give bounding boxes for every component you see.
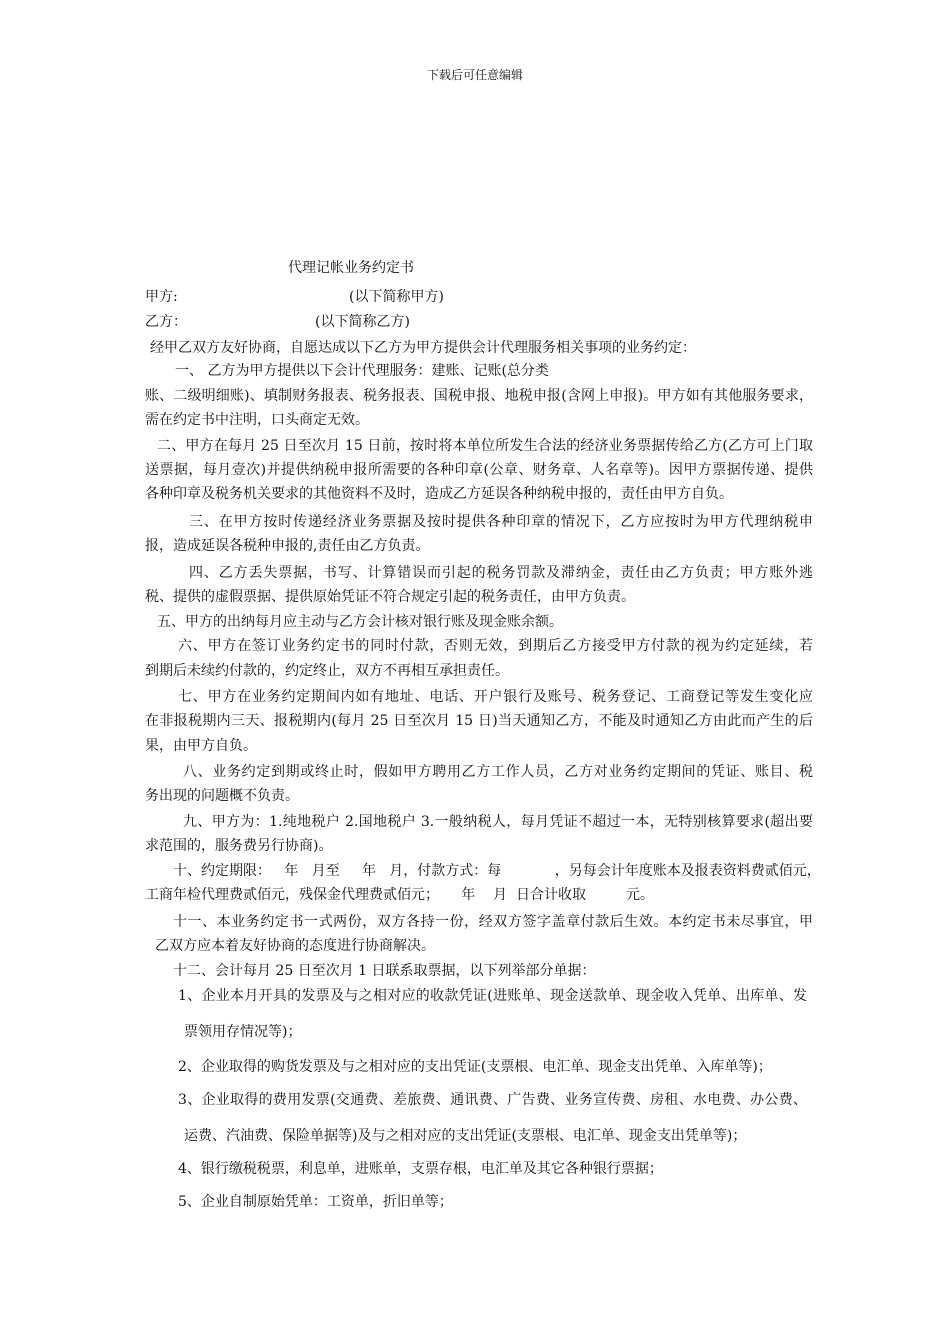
clause-11-line-2: 乙双方应本着友好协商的态度进行协商解决。: [155, 938, 435, 954]
clause-1-line-2: 账、二级明细账)、填制财务报表、税务报表、国税申报、地税申报(含网上申报)。甲方如有其他服务要求，: [145, 388, 813, 404]
clause-11-line-1: 十一、本业务约定书一式两份，双方各持一份，经双方签字盖章付款后生效。本约定书未尽事宜，甲: [173, 914, 813, 930]
list-item-2: 2、企业取得的购货发票及与之相对应的支出凭证(支票根、电汇单、现金支出凭单、入库单等)；: [178, 1059, 772, 1075]
clause-9-line-1: 九、甲方为：1.纯地税户 2.国地税户 3.一般纳税人，每月凭证不超过一本，无特别核算要求(超出要: [183, 814, 813, 830]
clause-6-line-1: 六、甲方在签订业务约定书的同时付款，否则无效，到期后乙方接受甲方付款的视为约定延续，若: [178, 638, 813, 654]
page-header: 下载后可任意编辑: [426, 68, 523, 82]
clause-12: 十二、会计每月 25 日至次月 1 日联系取票据，以下列举部分单据：: [173, 963, 596, 979]
list-item-3-line-1: 3、企业取得的费用发票(交通费、差旅费、通讯费、广告费、业务宣传费、房租、水电费、办公费、: [178, 1092, 807, 1108]
clause-1-line-3: 需在约定书中注明，口头商定无效。: [145, 412, 369, 428]
list-item-5: 5、企业自制原始凭单：工资单，折旧单等；: [178, 1194, 453, 1210]
party-a-label: 甲方:: [145, 289, 178, 305]
clause-10-line-2: 工商年检代理费贰佰元，残保金代理费贰佰元； 年 月 日合计收取 元。: [145, 887, 655, 903]
party-a-note: (以下简称甲方): [349, 289, 444, 305]
list-item-1-line-1: 1、企业本月开具的发票及与之相对应的收款凭证(进账单、现金送款单、现金收入凭单、出库单、发: [178, 988, 807, 1004]
clause-1-line-1: 一、 乙方为甲方提供以下会计代理服务：建账、记账(总分类: [175, 363, 549, 379]
clause-4-line-2: 税、提供的虚假票据、提供原始凭证不符合规定引起的税务责任，由甲方负责。: [145, 589, 635, 605]
intro-paragraph: 经甲乙双方友好协商，自愿达成以下乙方为甲方提供会计代理服务相关事项的业务约定：: [150, 340, 696, 356]
document-title: 代理记帐业务约定书: [288, 260, 414, 276]
list-item-4: 4、银行缴税税票，利息单，进账单，支票存根，电汇单及其它各种银行票据；: [178, 1161, 663, 1177]
clause-8-line-1: 八、业务约定到期或终止时，假如甲方聘用乙方工作人员，乙方对业务约定期间的凭证、账目、税: [183, 764, 813, 780]
clause-7-line-3: 果，由甲方自负。: [145, 738, 257, 754]
clause-2-line-3: 各种印章及税务机关要求的其他资料不及时，造成乙方延误各种纳税申报的，责任由甲方自负。: [145, 486, 733, 502]
clause-4-line-1: 四、乙方丢失票据，书写、计算错误而引起的税务罚款及滞纳金，责任由乙方负责；甲方账外逃: [189, 565, 813, 581]
list-item-3-line-2: 运费、汽油费、保险单据等)及与之相对应的支出凭证(支票根、电汇单、现金支出凭单等)；: [184, 1128, 747, 1144]
list-item-1-line-2: 票领用存情况等)；: [184, 1024, 302, 1040]
clause-2-line-1: 二、甲方在每月 25 日至次月 15 日前，按时将本单位所发生合法的经济业务票据传给乙方(乙方可上门取: [157, 438, 813, 454]
clause-7-line-1: 七、甲方在业务约定期间内如有地址、电话、开户银行及账号、税务登记、工商登记等发生变化应: [178, 689, 813, 705]
clause-6-line-2: 到期后未续约付款的，约定终止，双方不再相互承担责任。: [145, 663, 509, 679]
clause-7-line-2: 在非报税期内三天、报税期内(每月 25 日至次月 15 日)当天通知乙方，不能及时通知乙方由此而产生的后: [145, 713, 813, 729]
clause-3-line-2: 报，造成延误各税种申报的,责任由乙方负责。: [145, 538, 430, 554]
clause-9-line-2: 求范围的，服务费另行协商)。: [145, 838, 333, 854]
clause-5: 五、甲方的出纳每月应主动与乙方会计核对银行账及现金账余额。: [157, 614, 563, 630]
party-b-note: (以下简称乙方): [315, 314, 410, 330]
party-b-line: [145, 310, 813, 334]
clause-3-line-1: 三、在甲方按时传递经济业务票据及按时提供各种印章的情况下，乙方应按时为甲方代理纳税申: [189, 514, 813, 530]
clause-8-line-2: 务出现的问题概不负责。: [145, 788, 299, 804]
party-b-label: 乙方：: [145, 314, 187, 330]
party-a-line: [145, 285, 813, 309]
clause-2-line-2: 送票据，每月壹次)并提供纳税申报所需要的各种印章(公章、财务章、人名章等)。因甲方票据传递、提供: [145, 462, 813, 478]
clause-10-line-1: 十、约定期限： 年 月至 年 月，付款方式：每 ，另每会计年度账本及报表资料费贰佰元，: [173, 863, 821, 879]
